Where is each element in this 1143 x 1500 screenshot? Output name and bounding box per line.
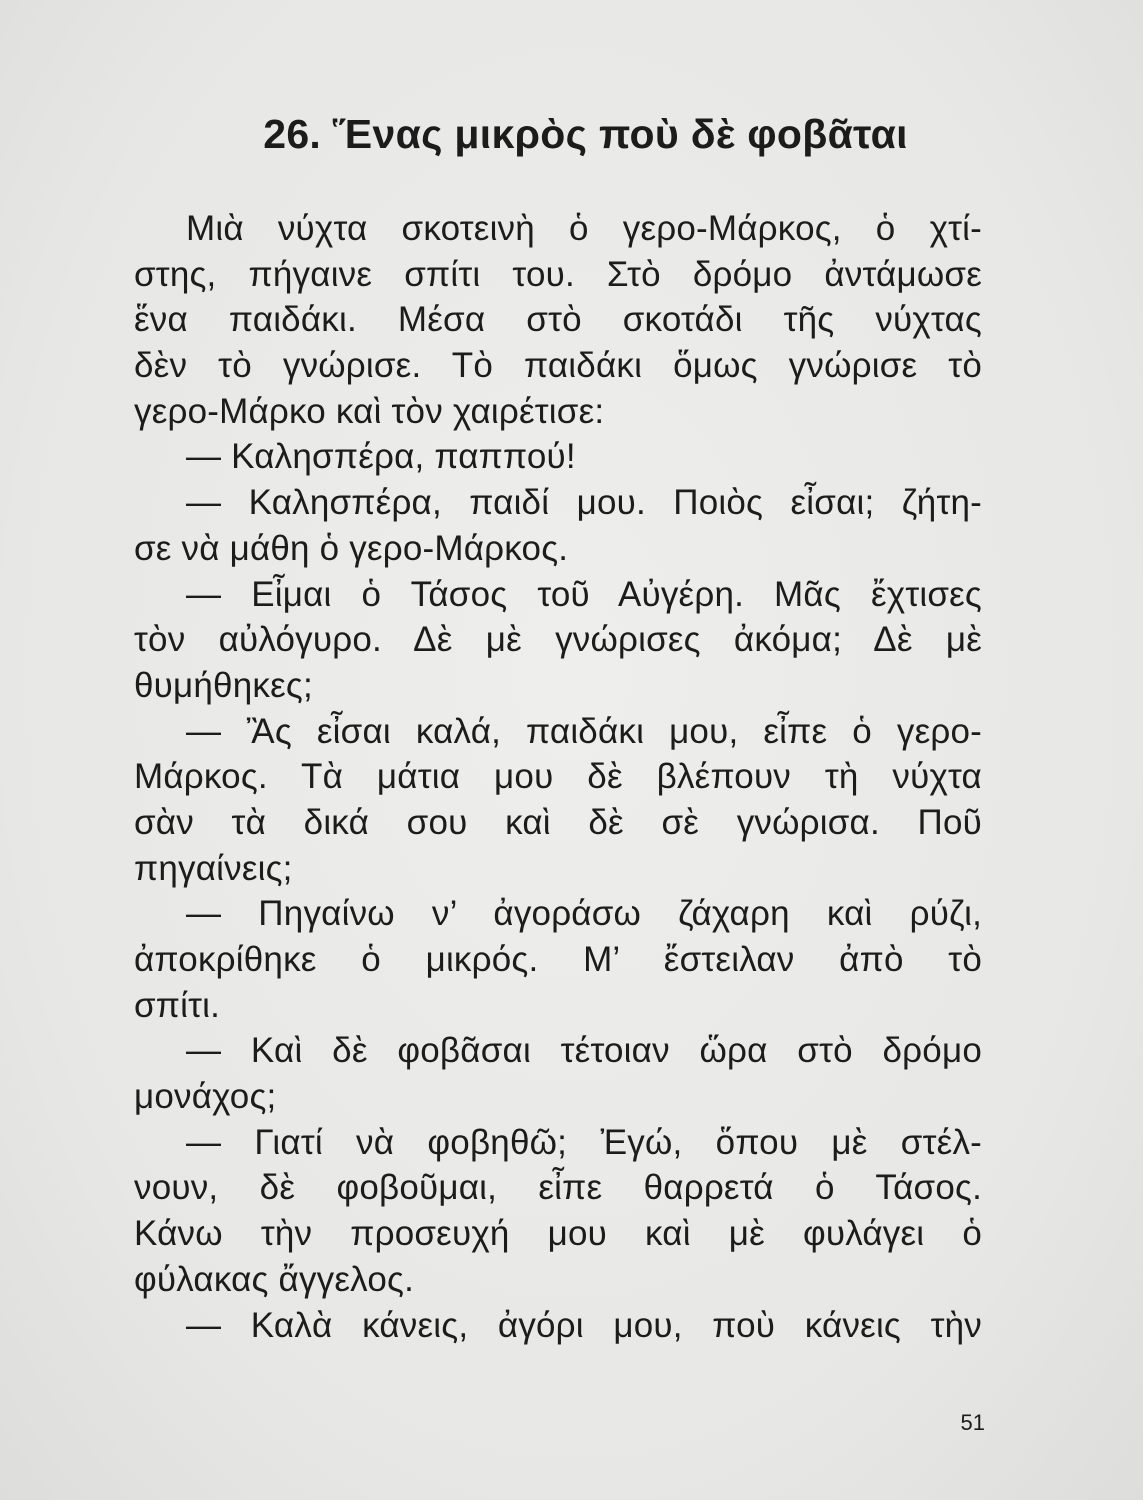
- text-line: Μάρκος. Τὰ μάτια μου δὲ βλέπουν τὴ νύχτα: [134, 757, 982, 797]
- story-text: [134, 206, 982, 1348]
- text-line: — Εἶμαι ὁ Τάσος τοῦ Αὐγέρη. Μᾶς ἔχτισες: [186, 574, 982, 614]
- text-line: — Καὶ δὲ φοβᾶσαι τέτοιαν ὥρα στὸ δρόμο: [186, 1031, 982, 1071]
- text-line: — Καλησπέρα, παιδί μου. Ποιὸς εἶσαι; ζήτη-: [186, 483, 982, 523]
- page-number: 51: [960, 1410, 985, 1435]
- text-line: πηγαίνεις;: [134, 848, 293, 888]
- text-line: ἀποκρίθηκε ὁ μικρός. Μ’ ἔστειλαν ἀπὸ τὸ: [134, 940, 982, 979]
- text-line: φύλακας ἄγγελος.: [134, 1259, 415, 1299]
- text-line: γερο-Μάρκο καὶ τὸν χαιρέτισε:: [134, 391, 605, 431]
- text-line: θυμήθηκες;: [134, 665, 313, 705]
- text-line: Κάνω τὴν προσευχή μου καὶ μὲ φυλάγει ὁ: [134, 1214, 982, 1254]
- text-line: — Καλησπέρα, παππού!: [186, 437, 576, 477]
- text-line: — Γιατί νὰ φοβηθῶ; Ἐγώ, ὅπου μὲ στέλ-: [186, 1122, 982, 1162]
- text-line: μονάχος;: [134, 1077, 277, 1117]
- text-line: — Ἂς εἶσαι καλά, παιδάκι μου, εἶπε ὁ γερο-: [186, 711, 982, 751]
- text-line: σπίτι.: [134, 985, 221, 1025]
- text-line: τὸν αὐλόγυρο. Δὲ μὲ γνώρισες ἀκόμα; Δὲ μὲ: [134, 620, 982, 660]
- chapter-title: 26. Ἕνας μικρὸς ποὺ δὲ φοβᾶται: [263, 111, 908, 157]
- text-line: νουν, δὲ φοβοῦμαι, εἶπε θαρρετά ὁ Τάσος.: [134, 1168, 982, 1208]
- text-line: στης, πήγαινε σπίτι του. Στὸ δρόμο ἀντάμωσε: [134, 254, 982, 294]
- text-line: — Καλὰ κάνεις, ἀγόρι μου, ποὺ κάνεις τὴν: [186, 1305, 982, 1345]
- text-line: Μιὰ νύχτα σκοτεινὴ ὁ γερο-Μάρκος, ὁ χτί-: [186, 209, 982, 248]
- text-line: ἕνα παιδάκι. Μέσα στὸ σκοτάδι τῆς νύχτας: [134, 300, 982, 340]
- text-line: σὰν τὰ δικά σου καὶ δὲ σὲ γνώρισα. Ποῦ: [134, 802, 982, 842]
- text-line: δὲν τὸ γνώρισε. Τὸ παιδάκι ὅμως γνώρισε τὸ: [134, 346, 982, 386]
- text-line: σε νὰ μάθη ὁ γερο-Μάρκος.: [134, 528, 569, 568]
- text-line: — Πηγαίνω ν’ ἀγοράσω ζάχαρη καὶ ρύζι,: [186, 894, 982, 934]
